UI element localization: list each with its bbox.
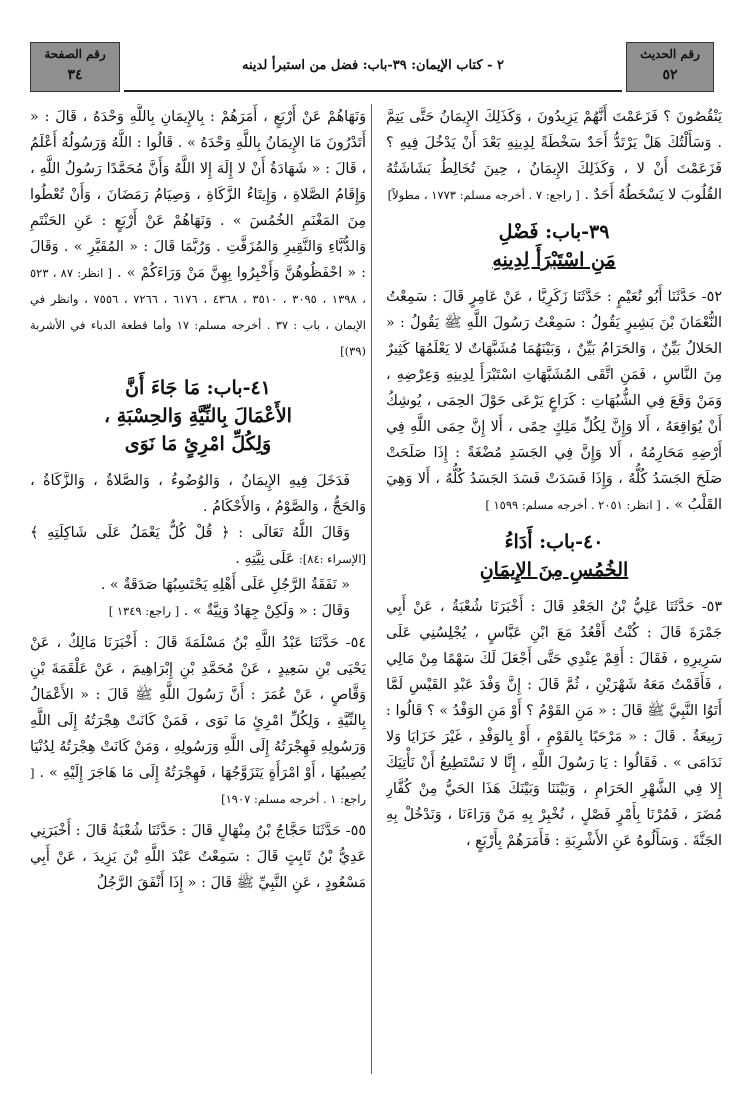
chapter-title: الخُمُسِ مِنَ الإِيمَانِ bbox=[479, 559, 629, 581]
chapter-title: مَنِ اسْتَبْرَأَ لِدِينِهِ bbox=[492, 249, 616, 271]
chapter-title-line-3: وَلِكُلِّ امْرِئٍ مَا نَوَى bbox=[124, 433, 272, 455]
hadith-number-label: رقم الحديث bbox=[640, 47, 700, 61]
hadith-53 bbox=[386, 594, 722, 854]
chapter-note-2 bbox=[30, 520, 366, 572]
hadith-text: ٥٥- حَدَّثَنَا حَجَّاجُ بْنُ مِنْهَالٍ قَالَ : حَدَّثَنَا شُعْبَةُ قَالَ : أَخْبَرَنِي عَدِيُّ بْنُ ثَابِتٍ قَالَ : سَمِعْتُ عَبْدَ اللَّهِ بْنَ يَزِيدَ ، عَنْ أَبِي مَسْعُودٍ ، عَنِ النَّبِيِّ ﷺ قَالَ : « إِذَا أَنْفَقَ الرَّجُلُ bbox=[30, 823, 366, 891]
left-column bbox=[30, 104, 366, 1074]
hadith-text: وَنَهَاهُمْ عَنْ أَرْبَعٍ ، أَمَرَهُمْ : بِالإِيمَانِ بِاللَّهِ وَحْدَهُ ، قَالَ : « أَتَدْرُونَ مَا الإِيمَانُ بِاللَّهِ وَحْدَهُ » . قَالُوا : اللَّهُ وَرَسُولُهُ أَعْلَمُ ، قَالَ : « شَهَادَةُ أَنْ لا إِلَهَ إِلا اللَّهُ وَأَنَّ مُحَمَّدًا رَسُولُ اللَّهِ ، وَإِقَامُ الصَّلاةِ ، وَإِيتَاءُ الزَّكَاةِ ، وَصِيَامُ رَمَضَانَ ، وَأَنْ تُعْطُوا مِنَ المَغْنَمِ الخُمُسَ » . وَنَهَاهُمْ عَنْ أَرْبَعٍ : عَنِ الحَنْتَمِ وَالدُّبَّاءِ وَالنَّقِيرِ وَالمُزَفَّتِ . وَرُبَّمَا قَالَ : « المُقَيَّرِ » . وَقَالَ : « احْفَظُوهُنَّ وَأَخْبِرُوا بِهِنَّ مَنْ وَرَاءَكُمْ » . bbox=[30, 109, 366, 281]
hadith-53-continued bbox=[30, 104, 366, 364]
reference-note: [ راجع: ١ . أخرجه مسلم: ١٩٠٧] bbox=[30, 766, 366, 806]
chapter-heading-41 bbox=[30, 374, 366, 458]
continued-text bbox=[386, 104, 722, 208]
chapter-number: ٣٩-باب: فَضْلِ bbox=[498, 221, 610, 243]
reference-note: [ راجع: ٧ . أخرجه مسلم: ١٧٧٣ ، مطولاً] bbox=[387, 188, 580, 202]
hadith-55 bbox=[30, 818, 366, 896]
chapter-title-line-2: الأَعْمَالَ بِالنِّيَّةِ وَالحِسْبَةِ ، bbox=[104, 405, 292, 427]
page-number-label: رقم الصفحة bbox=[44, 47, 106, 61]
chapter-note-4 bbox=[30, 598, 366, 624]
hadith-text: ٥٣- حَدَّثَنَا عَلِيُّ بْنُ الجَعْدِ قَالَ : أَخْبَرَنَا شُعْبَةُ ، عَنْ أَبِي جَمْرَةَ قَالَ : كُنْتُ أَقْعُدُ مَعَ ابْنِ عَبَّاسٍ ، يُجْلِسُنِي عَلَى سَرِيرِهِ ، فَقَالَ : أَقِمْ عِنْدِي حَتَّى أَجْعَلَ لَكَ سَهْمًا مِنْ مَالِي ، فَأَقَمْتُ مَعَهُ شَهْرَيْنِ ، ثُمَّ قَالَ : إِنَّ وَفْدَ عَبْدِ القَيْسِ لَمَّا أَتَوُا النَّبِيَّ ﷺ قَالَ : « مَنِ القَوْمُ ؟ أَوْ مَنِ الوَفْدُ » ؟ قَالُوا : رَبِيعَةُ . قَالَ : « مَرْحَبًا بِالقَوْمِ ، أَوْ بِالوَفْدِ ، غَيْرَ خَزَايَا وَلا نَدَامَى » . فَقَالُوا : يَا رَسُولَ اللَّهِ ، إِنَّا لا نَسْتَطِيعُ أَنْ نَأْتِيَكَ إِلا فِي الشَّهْرِ الحَرَامِ ، وَبَيْنَنَا وَبَيْنَكَ هَذَا الحَيُّ مِنْ كُفَّارِ مُضَرَ ، فَمُرْنَا بِأَمْرٍ فَصْلٍ ، نُخْبِرْ بِهِ مَنْ وَرَاءَنَا ، وَنَدْخُلْ بِهِ الجَنَّةَ . وَسَأَلُوهُ عَنِ الأَشْرِبَةِ : فَأَمَرَهُمْ بِأَرْبَعٍ ، bbox=[386, 599, 722, 849]
reference-note: [ انظر: ٨٧ ، ٥٢٣ ، ١٣٩٨ ، ٣٠٩٥ ، ٣٥١٠ ، ٤٣٦٨ ، ٦١٧٦ ، ٧٢٦٦ ، ٧٥٥٦ ، وانظر في الإيمان ، باب : ٣٧ . أخرجه مسلم: ١٧ وأما قطعة الدباء في الأشربة (٣٩)] bbox=[30, 266, 366, 358]
hadith-number-box bbox=[626, 42, 714, 92]
hadith-54 bbox=[30, 630, 366, 812]
column-divider bbox=[371, 104, 372, 1074]
page-number-box bbox=[30, 42, 120, 92]
hadith-text: ٥٢- حَدَّثَنَا أَبُو نُعَيْمٍ : حَدَّثَنَا زَكَرِيَّا ، عَنْ عَامِرٍ قَالَ : سَمِعْتُ النُّعْمَانَ بْنَ بَشِيرٍ يَقُولُ : سَمِعْتُ رَسُولَ اللَّهِ ﷺ يَقُولُ : « الحَلالُ بَيِّنٌ ، وَالحَرَامُ بَيِّنٌ ، وَبَيْنَهُمَا مُشَبَّهَاتٌ لا يَعْلَمُهَا كَثِيرٌ مِنَ النَّاسِ ، فَمَنِ اتَّقَى المُشَبَّهَاتِ اسْتَبْرَأَ لِدِينِهِ وَعِرْضِهِ ، وَمَنْ وَقَعَ فِي الشُّبُهَاتِ : كَرَاعٍ يَرْعَى حَوْلَ الحِمَى ، يُوشِكُ أَنْ يُوَاقِعَهُ ، أَلا وَإِنَّ لِكُلِّ مَلِكٍ حِمًى ، أَلا إِنَّ حِمَى اللَّهِ فِي أَرْضِهِ مَحَارِمُهُ ، أَلا وَإِنَّ فِي الجَسَدِ مُضْغَةً : إِذَا صَلَحَتْ صَلَحَ الجَسَدُ كُلُّهُ ، وَإِذَا فَسَدَتْ فَسَدَ الجَسَدُ كُلُّهُ ، أَلا وَهِيَ القَلْبُ » . bbox=[386, 289, 722, 513]
chapter-number: ٤١-باب: مَا جَاءَ أَنَّ bbox=[125, 377, 271, 399]
chapter-number: ٤٠-باب: أَدَاءُ bbox=[504, 531, 604, 553]
running-title: ٢ - كتاب الإيمان: ٣٩-باب: فضل من استبرأ لدينه bbox=[124, 42, 622, 92]
reference-note: [ انظر: ٢٠٥١ . أخرجه مسلم: ١٥٩٩ ] bbox=[485, 498, 661, 512]
chapter-heading-40 bbox=[386, 528, 722, 584]
quran-verse: وَقَالَ اللَّهُ تَعَالَى : ﴿ قُلْ كُلٌّ يَعْمَلُ عَلَى شَاكِلَتِهِ ﴾ bbox=[30, 525, 350, 541]
page-header bbox=[30, 42, 714, 90]
reference-note: [ راجع: ١٣٤٩ ] bbox=[108, 604, 180, 618]
continued-text-body: يَنْقُصُونَ ؟ فَزَعَمْتَ أَنَّهُمْ يَزِيدُونَ ، وَكَذَلِكَ الإِيمَانُ حَتَّى يَتِمَّ . وَسَأَلْتُكَ هَلْ يَرْتَدُّ أَحَدٌ سَخْطَةً لِدِينِهِ بَعْدَ أَنْ يَدْخُلَ فِيهِ ؟ فَزَعَمْتَ أَنْ لا ، وَكَذَلِكَ الإِيمَانُ ، حِينَ تُخَالِطُ بَشَاشَتُهُ القُلُوبَ لا يَسْخَطُهُ أَحَدٌ . bbox=[386, 109, 722, 203]
chapter-note-3: « نَفَقَةُ الرَّجُلِ عَلَى أَهْلِهِ يَحْتَسِبُهَا صَدَقَةٌ » . bbox=[100, 577, 350, 593]
hadith-52 bbox=[386, 284, 722, 518]
verse-gloss: عَلَى نِيَّتِهِ . bbox=[235, 551, 295, 567]
page-number: ٣٤ bbox=[67, 67, 83, 83]
hadith-number: ٥٢ bbox=[662, 67, 678, 83]
chapter-heading-39 bbox=[386, 218, 722, 274]
quote-text: وَقَالَ : « وَلَكِنْ جِهَادٌ وَنِيَّةٌ » . bbox=[183, 603, 350, 619]
verse-reference: [الإسراء :٨٤]: bbox=[298, 552, 366, 566]
right-column bbox=[386, 104, 722, 1074]
hadith-text: ٥٤- حَدَّثَنَا عَبْدُ اللَّهِ بْنُ مَسْلَمَةَ قَالَ : أَخْبَرَنَا مَالِكٌ ، عَنْ يَحْيَى بْنِ سَعِيدٍ ، عَنْ مُحَمَّدِ بْنِ إِبْرَاهِيمَ ، عَنْ عَلْقَمَةَ بْنِ وَقَّاصٍ ، عَنْ عُمَرَ : أَنَّ رَسُولَ اللَّهِ ﷺ قَالَ : « الأَعْمَالُ بِالنِّيَّةِ ، وَلِكُلِّ امْرِئٍ مَا نَوَى ، فَمَنْ كَانَتْ هِجْرَتُهُ إِلَى اللَّهِ وَرَسُولِهِ فَهِجْرَتُهُ إِلَى اللَّهِ وَرَسُولِهِ ، وَمَنْ كَانَتْ هِجْرَتُهُ لِدُنْيَا يُصِيبُهَا ، أَوْ امْرَأَةٍ يَتَزَوَّجُهَا ، فَهِجْرَتُهُ إِلَى مَا هَاجَرَ إِلَيْهِ » . bbox=[30, 635, 366, 781]
chapter-note-1: فَدَخَلَ فِيهِ الإِيمَانُ ، وَالوُضُوءُ ، وَالصَّلاةُ ، وَالزَّكَاةُ ، وَالحَجُّ ، وَالصَّوْمُ ، وَالأَحْكَامُ . bbox=[30, 473, 366, 515]
